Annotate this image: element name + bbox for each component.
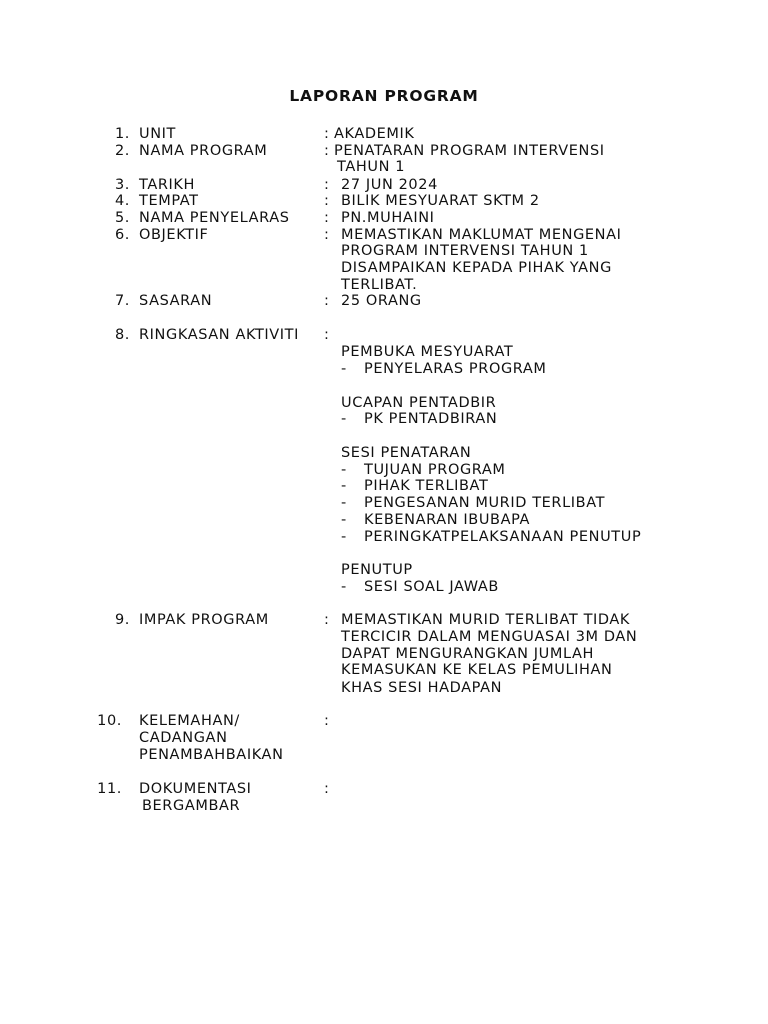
item-value-tempat: BILIK MESYUARAT SKTM 2 — [341, 193, 540, 209]
item-value-tarikh: 27 JUN 2024 — [341, 177, 438, 193]
item-number: 7. — [114, 293, 130, 309]
item-number: 4. — [114, 193, 130, 209]
item-colon: : — [324, 327, 330, 343]
item-colon: : — [324, 193, 330, 209]
item-value-impak-line: KHAS SESI HADAPAN — [341, 680, 503, 696]
item-colon: : — [324, 713, 330, 729]
item-label-kelemahan-line: CADANGAN — [139, 730, 228, 746]
item-label-nama-program: NAMA PROGRAM — [139, 143, 268, 159]
activity-point: TUJUAN PROGRAM — [364, 462, 506, 478]
item-label-tarikh: TARIKH — [139, 177, 196, 193]
item-value-unit: AKADEMIK — [334, 126, 415, 142]
activity-point: PIHAK TERLIBAT — [364, 478, 489, 494]
bullet-dash: - — [341, 512, 347, 528]
item-label-dokumentasi-line: BERGAMBAR — [142, 798, 241, 814]
item-colon: : — [324, 293, 330, 309]
item-label-kelemahan-line: PENAMBAHBAIKAN — [139, 747, 284, 763]
bullet-dash: - — [341, 462, 347, 478]
activity-point: PK PENTADBIRAN — [364, 411, 498, 427]
item-number: 11. — [97, 781, 122, 797]
activity-heading: SESI PENATARAN — [341, 445, 472, 461]
item-number: 1. — [114, 126, 130, 142]
bullet-dash: - — [341, 361, 347, 377]
item-value-impak-line: TERCICIR DALAM MENGUASAI 3M DAN — [341, 629, 638, 645]
item-label-tempat: TEMPAT — [139, 193, 199, 209]
item-colon: : — [324, 143, 330, 159]
item-label-unit: UNIT — [139, 126, 176, 142]
item-value-objektif-line: PROGRAM INTERVENSI TAHUN 1 — [341, 243, 589, 259]
item-value-sasaran: 25 ORANG — [341, 293, 422, 309]
item-label-sasaran: SASARAN — [139, 293, 213, 309]
item-value-nama-penyelaras: PN.MUHAINI — [341, 210, 435, 226]
item-number: 10. — [97, 713, 122, 729]
item-label-impak-program: IMPAK PROGRAM — [139, 612, 269, 628]
item-colon: : — [324, 612, 330, 628]
item-colon: : — [324, 126, 330, 142]
item-label-kelemahan-line: KELEMAHAN/ — [139, 713, 240, 729]
item-value-objektif-line: MEMASTIKAN MAKLUMAT MENGENAI — [341, 227, 622, 243]
item-colon: : — [324, 177, 330, 193]
item-value-objektif-line: TERLIBAT. — [341, 277, 418, 293]
item-colon: : — [324, 227, 330, 243]
activity-point: PENYELARAS PROGRAM — [364, 361, 547, 377]
activity-point: PENGESANAN MURID TERLIBAT — [364, 495, 606, 511]
item-label-dokumentasi-line: DOKUMENTASI — [139, 781, 252, 797]
activity-point: KEBENARAN IBUBAPA — [364, 512, 531, 528]
item-number: 9. — [114, 612, 130, 628]
item-number: 6. — [114, 227, 130, 243]
item-value-impak-line: DAPAT MENGURANGKAN JUMLAH — [341, 646, 595, 662]
page-title: LAPORAN PROGRAM — [289, 87, 479, 105]
item-value-nama-program-line: PENATARAN PROGRAM INTERVENSI — [334, 143, 605, 159]
item-number: 2. — [114, 143, 130, 159]
item-number: 8. — [114, 327, 130, 343]
item-number: 3. — [114, 177, 130, 193]
bullet-dash: - — [341, 495, 347, 511]
item-label-objektif: OBJEKTIF — [139, 227, 209, 243]
activity-heading: PENUTUP — [341, 562, 413, 578]
item-label-ringkasan-aktiviti: RINGKASAN AKTIVITI — [139, 327, 300, 343]
activity-heading: UCAPAN PENTADBIR — [341, 395, 497, 411]
item-label-nama-penyelaras: NAMA PENYELARAS — [139, 210, 290, 226]
bullet-dash: - — [341, 411, 347, 427]
item-number: 5. — [114, 210, 130, 226]
item-value-impak-line: KEMASUKAN KE KELAS PEMULIHAN — [341, 662, 613, 678]
item-value-nama-program-line: TAHUN 1 — [337, 159, 406, 175]
bullet-dash: - — [341, 478, 347, 494]
bullet-dash: - — [341, 579, 347, 595]
activity-heading: PEMBUKA MESYUARAT — [341, 344, 514, 360]
item-value-objektif-line: DISAMPAIKAN KEPADA PIHAK YANG — [341, 260, 612, 276]
item-value-impak-line: MEMASTIKAN MURID TERLIBAT TIDAK — [341, 612, 631, 628]
bullet-dash: - — [341, 529, 347, 545]
item-colon: : — [324, 210, 330, 226]
activity-point: PERINGKATPELAKSANAAN PENUTUP — [364, 529, 642, 545]
item-colon: : — [324, 781, 330, 797]
activity-point: SESI SOAL JAWAB — [364, 579, 499, 595]
